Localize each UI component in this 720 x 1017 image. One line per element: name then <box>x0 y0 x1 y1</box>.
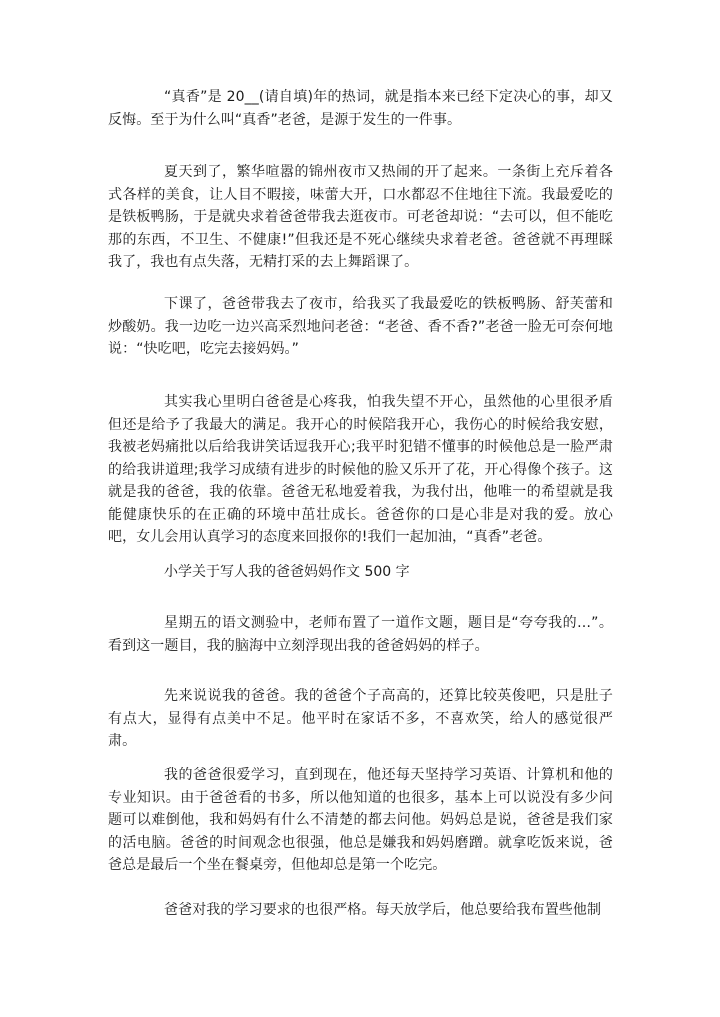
paragraph-intro: “真香”是 20__(请自填)年的热词，就是指本来已经下定决心的事，却又反悔。至于为什么叫“真香”老爸，是源于发生的一件事。 <box>108 89 613 128</box>
paragraph-dad-appearance: 先来说说我的爸爸。我的爸爸个子高高的，还算比较英俊吧，只是肚子有点大，显得有点美中不足。他平时在家话不多，不喜欢笑，给人的感觉很严肃。 <box>108 688 613 749</box>
paragraph-after-class: 下课了，爸爸带我去了夜市，给我买了我最爱吃的铁板鸭肠、舒芙蕾和炒酸奶。我一边吃一边兴高采烈地问老爸：“老爸、香不香?”老爸一脸无可奈何地说：“快吃吧，吃完去接妈妈。” <box>108 296 613 357</box>
paragraph-reflection: 其实我心里明白爸爸是心疼我，怕我失望不开心，虽然他的心里很矛盾但还是给予了我最大的满足。我开心的时候陪我开心，我伤心的时候给我安慰，我被老妈痛批以后给我讲笑话逗我开心;我平时犯错不懂事的时候他总是一脸严肃的给我讲道理;我学习成绩有进步的时候他的脸又乐开了花，开心得像个孩子。这就是我的爸爸，我的依靠。爸爸无私地爱着我，为我付出，他唯一的希望就是我能健康快乐的在正确的环境中茁壮成长。爸爸你的口是心非是对我的爱。放心吧，女儿会用认真学习的态度来回报你的!我们一起加油，“真香”老爸。 <box>108 394 613 545</box>
essay-title: 小学关于写人我的爸爸妈妈作文 500 字 <box>164 564 410 580</box>
paragraph-dad-study: 我的爸爸很爱学习，直到现在，他还每天坚持学习英语、计算机和他的专业知识。由于爸爸看的书多，所以他知道的也很多，基本上可以说没有多少问题可以难倒他，我和妈妈有什么不清楚的都去问他。妈妈总是说，爸爸是我们家的活电脑。爸爸的时间观念也很强，他总是嫌我和妈妈磨蹭。就拿吃饭来说，爸爸总是最后一个坐在餐桌旁，但他却总是第一个吃完。 <box>108 767 613 873</box>
paragraph-dad-strict: 爸爸对我的学习要求的也很严格。每天放学后，他总要给我布置些他制 <box>164 902 602 918</box>
paragraph-test-prompt: 星期五的语文测验中，老师布置了一道作文题，题目是“夸夸我的…”。看到这一题目，我的脑海中立刻浮现出我的爸爸妈妈的样子。 <box>108 615 613 654</box>
paragraph-night-market: 夏天到了，繁华喧嚣的锦州夜市又热闹的开了起来。一条街上充斥着各式各样的美食，让人目不暇接，味蕾大开，口水都忍不住地往下流。我最爱吃的是铁板鸭肠，于是就央求着爸爸带我去逛夜市。可老爸却说：“去可以，但不能吃那的东西，不卫生、不健康!”但我还是不死心继续央求着老爸。爸爸就不再理睬我了，我也有点失落，无精打采的去上舞蹈课了。 <box>108 164 613 270</box>
